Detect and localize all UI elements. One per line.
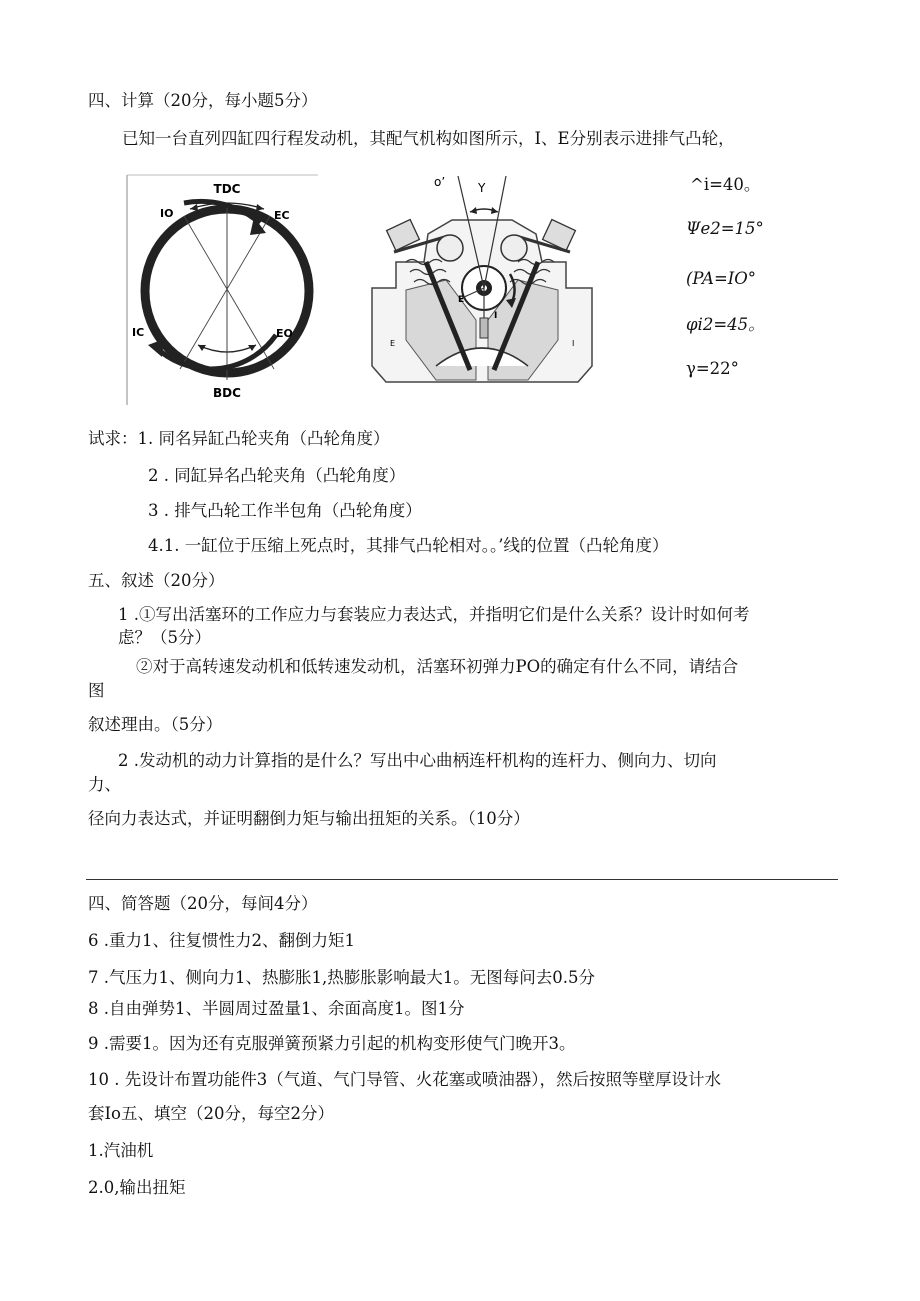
section-narrate-heading: 五、叙述（20分） [88, 571, 225, 590]
eo-label: EO [276, 327, 293, 340]
param-3: (PA=IO° [686, 269, 757, 288]
ec-label: EC [274, 209, 290, 222]
param-4: φi2=45。 [686, 315, 765, 334]
section-divider [86, 879, 838, 880]
e-side-label: E [390, 339, 396, 348]
param-5: γ=22° [686, 359, 739, 378]
calc-intro: 已知一台直列四缸四行程发动机，其配气机构如图所示，I、E分别表示进排气凸轮， [122, 129, 735, 148]
narrate-line-6: 2 .发动机的动力计算指的是什么？写出中心曲柄连杆机构的连杆力、侧向力、切向 [118, 751, 717, 770]
tdc-label: TDC [213, 182, 241, 196]
narrate-line-3: ②对于高转速发动机和低转速发动机，活塞环初弹力PO的确定有什么不同，请结合 [136, 657, 739, 676]
ic-label: IC [132, 326, 145, 339]
answer-8: 8 .自由弹势1、半圆周过盈量1、余面高度1。图1分 [88, 999, 465, 1018]
i-cam-label: I [494, 311, 498, 321]
valve-timing-diagram [126, 173, 322, 405]
narrate-line-7: 力、 [88, 775, 121, 794]
answer-9: 9 .需要1。因为还有克服弹簧预紧力引起的机构变形使气门晚开3。 [88, 1034, 576, 1053]
calc-question-1: 试求：1. 同名异缸凸轮夹角（凸轮角度） [88, 429, 390, 448]
io-label: IO [160, 207, 174, 220]
o-prime-label: o’ [434, 175, 446, 189]
fill-answer-2: 2.0,输出扭矩 [88, 1178, 186, 1197]
calc-question-3: 3 . 排气凸轮工作半包角（凸轮角度） [148, 501, 422, 520]
narrate-line-8: 径向力表达式，并证明翻倒力矩与输出扭矩的关系。（10分） [88, 809, 530, 828]
answer-10-cont: 套Io五、填空（20分，每空2分） [88, 1104, 334, 1123]
gamma-label: Y [478, 181, 486, 195]
bdc-label: BDC [213, 386, 241, 400]
answer-10: 10 . 先设计布置功能件3（气道、气门导管、火花塞或喷油器），然后按照等壁厚设计水 [88, 1070, 721, 1089]
calc-question-4: 4.1. 一缸位于压缩上死点时，其排气凸轮相对。。’线的位置（凸轮角度） [148, 536, 669, 555]
narrate-line-4: 图 [88, 681, 105, 700]
param-2: Ψe2=15° [686, 219, 764, 238]
narrate-line-2: 虑？（5分） [118, 628, 211, 647]
answers-heading: 四、简答题（20分，每间4分） [88, 894, 318, 913]
fill-answer-1: 1.汽油机 [88, 1141, 154, 1160]
e-cam-label: E [458, 295, 465, 305]
answer-6: 6 .重力1、往复惯性力2、翻倒力矩1 [88, 931, 355, 950]
section-calc-heading: 四、计算（20分，每小题5分） [88, 91, 318, 110]
param-1: ^i=40。 [690, 175, 761, 194]
calc-question-2: 2 . 同缸异名凸轮夹角（凸轮角度） [148, 466, 406, 485]
narrate-line-5: 叙述理由。（5分） [88, 715, 223, 734]
narrate-line-1: 1 .①写出活塞环的工作应力与套装应力表达式，并指明它们是什么关系？设计时如何考 [118, 605, 750, 624]
engine-valvetrain-drawing [366, 170, 598, 402]
answer-7: 7 .气压力1、侧向力1、热膨胀1,热膨胀影响最大1。无图每问去0.5分 [88, 968, 595, 987]
i-side-label: I [572, 339, 575, 348]
